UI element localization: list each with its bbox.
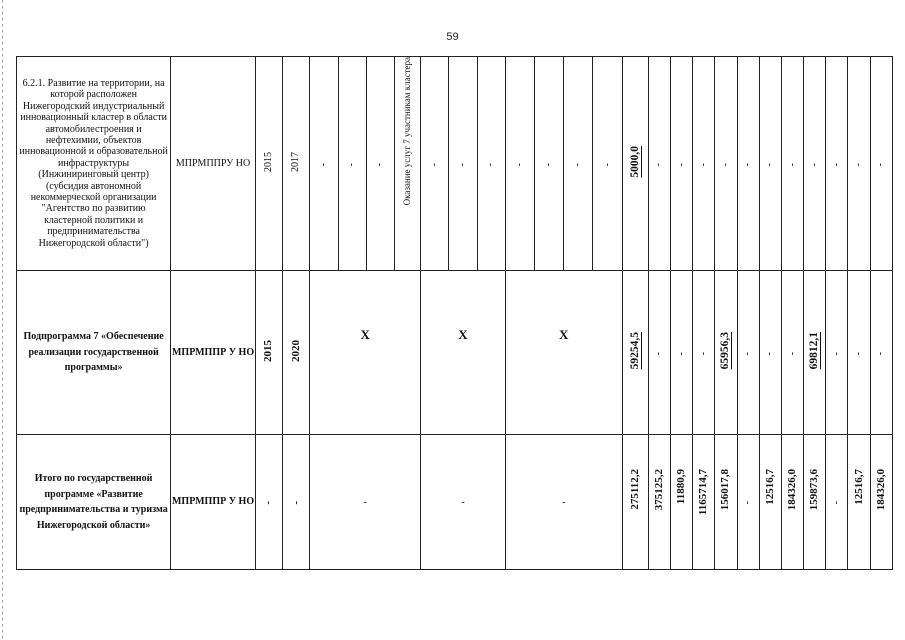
result-note: Оказание услуг 7 участникам кластера [402,57,413,206]
indicator-value: - [572,162,584,166]
finance-cell [870,57,892,271]
page-edge-dots [2,0,3,640]
finance-cell [648,57,670,271]
indicator-group-cell [310,271,421,435]
indicator-cell [505,57,534,271]
finance-cell [826,57,848,271]
executor: МПРМППР У НО [171,346,255,358]
indicator-cell [421,57,449,271]
finance-value: 184326,0 [874,469,887,511]
finance-value: 69812,1 [807,332,820,370]
start-year: 2015 [262,340,275,362]
indicator-value: - [374,162,386,166]
start-year-cell [255,57,282,271]
finance-cell [671,57,693,271]
finance-value: - [675,162,687,166]
finance-value: - [853,162,865,166]
end-year-cell [283,57,310,271]
end-year-cell [283,271,310,435]
finance-cell [759,57,781,271]
not-applicable-mark: Х [559,327,569,342]
finance-value: 184326,0 [786,469,798,511]
finance-value: - [830,351,842,355]
finance-value: - [786,162,798,166]
executor-cell [171,271,256,435]
finance-cell [848,435,870,570]
end-year-cell [283,435,310,570]
finance-value: - [675,351,687,355]
indicator-cell [449,57,477,271]
finance-cell [781,435,803,570]
indicator-cell [310,57,338,271]
finance-value: 275112,2 [628,469,641,510]
finance-value: - [808,162,820,166]
finance-cell [648,271,670,435]
finance-value: - [742,351,754,355]
indicator-value: - [513,162,525,166]
indicator-dash: - [562,496,566,508]
subprogram-name: Подпрограмма 7 «Обеспечение реализации государственной программы» [23,331,164,374]
finance-value: 375125,2 [652,469,665,511]
finance-value: - [875,162,887,166]
indicator-value: - [346,162,358,166]
finance-cell [715,271,737,435]
indicator-cell [535,57,564,271]
finance-cell [804,435,826,570]
program-total-name: Итого по государственной программе «Развитие предпринимательства и туризма Нижегородской области» [19,473,168,531]
finance-cell [648,435,670,570]
indicator-group-cell [505,271,622,435]
not-applicable-mark: Х [360,327,370,342]
indicator-value: - [601,162,613,166]
finance-cell [693,271,715,435]
finance-value: - [697,162,709,166]
finance-value: 12516,7 [852,469,865,505]
indicator-dash: - [461,496,465,508]
finance-cell [826,271,848,435]
indicator-value: - [317,162,329,166]
finance-cell [759,435,781,570]
indicator-value: - [485,162,497,166]
finance-cell [737,435,759,570]
indicator-group-cell [310,435,421,570]
indicator-group-cell [505,435,622,570]
indicator-group-cell [421,435,506,570]
finance-value: - [786,351,798,355]
finance-value: - [764,351,776,355]
finance-cell [671,435,693,570]
finance-cell [848,57,870,271]
finance-cell [671,271,693,435]
indicator-cell [366,57,394,271]
finance-value: - [830,162,842,166]
indicator-cell [477,57,505,271]
finance-value: - [830,501,842,505]
executor-cell [171,435,256,570]
finance-cell [804,271,826,435]
program-total-name-cell [17,435,171,570]
not-applicable-mark: Х [458,327,468,342]
finance-cell [781,57,803,271]
finance-cell [870,271,892,435]
finance-value: - [853,351,865,355]
finance-cell [715,435,737,570]
start-year-cell [255,435,282,570]
finance-cell [848,271,870,435]
finance-cell [737,57,759,271]
finance-value: - [875,351,887,355]
finance-value: - [653,162,665,166]
indicator-group-cell [421,271,506,435]
subprogram-name-cell [17,271,171,435]
indicator-value: - [543,162,555,166]
activity-name-cell [17,57,171,271]
finance-value: - [742,162,754,166]
finance-value: 159873,6 [808,469,821,511]
start-year-cell [255,271,282,435]
finance-value: - [653,351,665,355]
start-year: 2015 [262,152,274,172]
executor: МПРМППР У НО [171,496,255,507]
finance-cell [622,271,648,435]
indicator-value: - [428,162,440,166]
finance-value: - [764,162,776,166]
finance-cell [759,271,781,435]
finance-value: 12516,7 [763,469,776,505]
program-table [16,56,893,570]
table-row [17,271,893,435]
finance-value: - [697,351,709,355]
finance-value: 156017,8 [719,469,732,511]
end-year: 2017 [290,152,302,172]
finance-cell [826,435,848,570]
finance-value: - [742,501,754,505]
finance-value: - [719,162,731,166]
finance-cell [715,57,737,271]
finance-value: 11880,9 [675,469,688,505]
executor: МПРМППРУ НО [175,158,251,169]
activity-name: 6.2.1. Развитие на территории, на которой расположен Нижегородский индустриальный инновационный кластер в области автомобилестроения и нефтехимии, объектов инновационной и образовательной инфраструктуры (Инжиниринговый центр) (субсидия автономной некоммерческой организации "Агентство по развитию кластерной политики и предпринимательства Нижегородской области") [19,77,168,249]
end-year: 2020 [289,340,302,362]
page-number: 59 [446,31,459,43]
result-note-cell [394,57,420,271]
start-year: - [262,500,275,505]
executor-cell [171,57,256,271]
finance-value: 59254,5 [628,332,641,370]
table-row [17,57,893,271]
indicator-cell [338,57,366,271]
finance-cell [693,57,715,271]
finance-cell [781,271,803,435]
finance-value: 65956,3 [719,332,732,370]
indicator-dash: - [363,496,367,508]
finance-cell [737,271,759,435]
finance-cell [622,57,648,271]
finance-cell [804,57,826,271]
finance-cell [622,435,648,570]
finance-value: 5000,0 [628,146,641,178]
end-year: - [289,500,302,505]
table-row [17,435,893,570]
finance-value: 1165714,7 [697,469,710,516]
indicator-cell [593,57,622,271]
indicator-cell [564,57,593,271]
finance-cell [693,435,715,570]
indicator-value: - [456,162,468,166]
finance-cell [870,435,892,570]
